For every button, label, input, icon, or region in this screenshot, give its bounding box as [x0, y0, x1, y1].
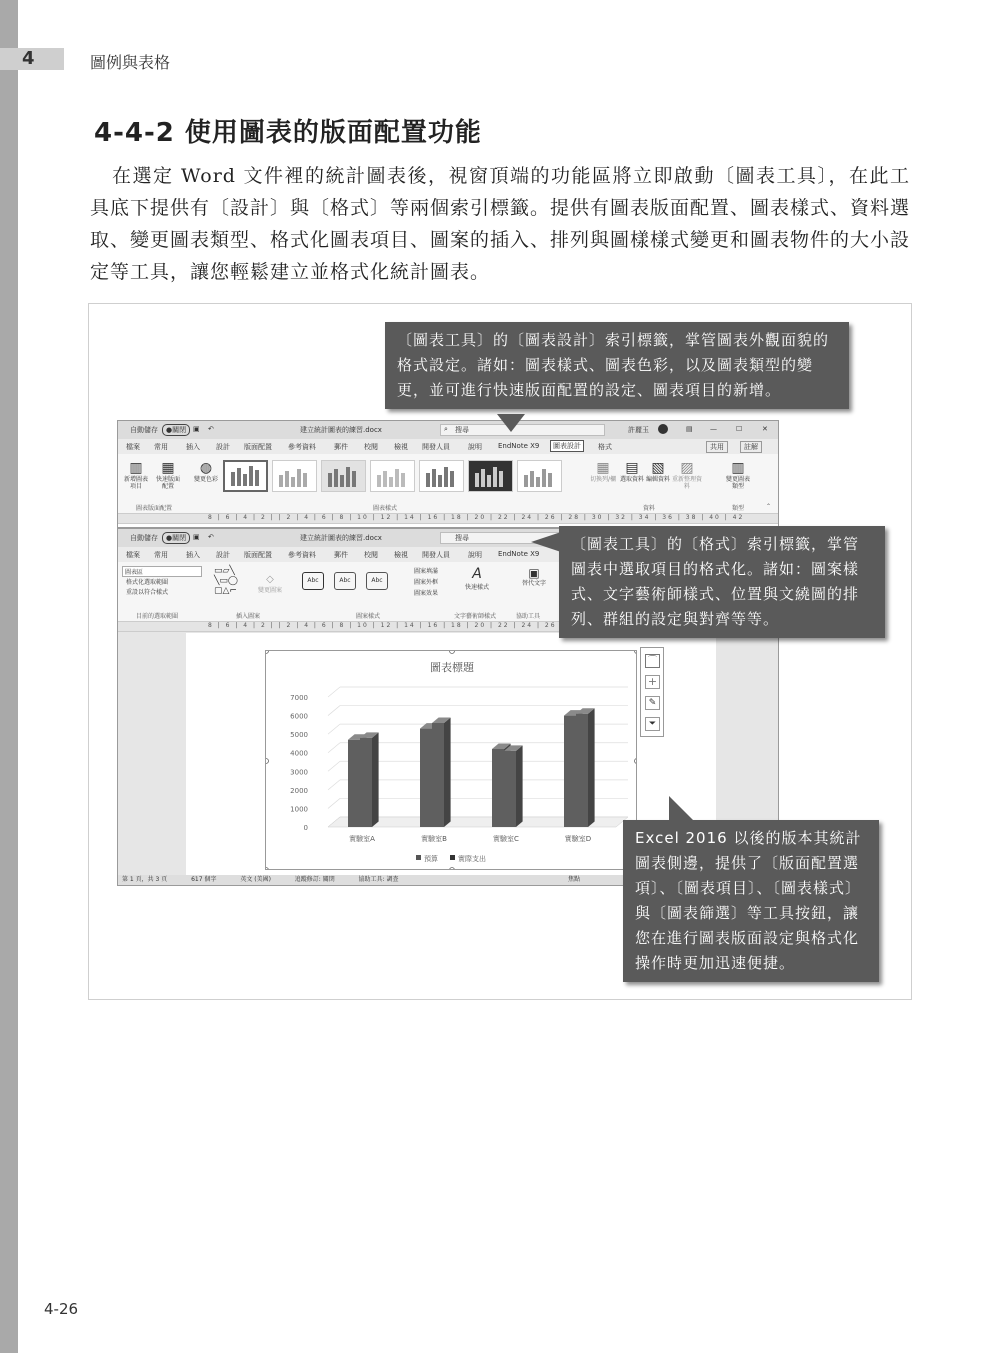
body-paragraph: 在選定 Word 文件裡的統計圖表後，視窗頂端的功能區將立即啟動〔圖表工具〕，在此工具底下提供有〔設計〕與〔格式〕等兩個索引標籤。提供有圖表版面配置、圖表樣式、資料選取、變更圖表類型、格式化圖表項目、圖案的插入、排列與圖樣樣式變更和圖表物件的大小設定等工具，讓您輕鬆建立並格式化統計圖表。	[90, 165, 911, 283]
gridline-depth	[328, 798, 340, 808]
save-icon[interactable]: ▣	[193, 533, 200, 541]
y-tick-label: 4000	[290, 749, 308, 758]
tab-endnote[interactable]: EndNote X9	[498, 550, 540, 558]
tab-layout[interactable]: 版面配置	[244, 443, 272, 451]
bar-side	[516, 745, 523, 827]
filename: 建立統計圖表的練習.docx	[300, 426, 382, 434]
tab-home[interactable]: 常用	[154, 443, 168, 451]
alt-text-label: 替代文字	[522, 580, 547, 587]
palette-icon: ◍	[199, 460, 213, 476]
maximize-icon[interactable]: ☐	[736, 425, 743, 433]
autosave-label: 自動儲存	[130, 426, 158, 434]
switch-label: 切換列/欄	[589, 476, 617, 483]
ribbon-chart-design	[118, 454, 778, 514]
switch-icon: ▦	[596, 460, 610, 476]
shapes-gallery[interactable]: ▭▱╲ ╲▭◯ ▢△⌐	[214, 566, 238, 596]
group-label-current: 目前的選取範圍	[136, 613, 179, 620]
resize-handle	[265, 759, 269, 764]
page-number: 4-26	[44, 1300, 79, 1318]
x-tick-label: 實驗室B	[421, 835, 447, 843]
section-title: 4-4-2 使用圖表的版面配置功能	[94, 118, 482, 148]
status-words[interactable]: 617 個字	[191, 876, 217, 883]
tab-design[interactable]: 設計	[216, 443, 230, 451]
quick-layout-button[interactable]	[154, 460, 182, 490]
switch-row-column-button[interactable]	[588, 460, 618, 483]
resize-handle	[450, 650, 455, 654]
callout-side-buttons	[623, 820, 879, 982]
search-placeholder: 搜尋	[455, 534, 469, 542]
callout-chart-design	[385, 322, 849, 409]
chapter-number: 4	[22, 48, 35, 69]
undo-icon[interactable]: ↶	[208, 533, 214, 541]
callout-side-text: Excel 2016 以後的版本其統計圖表側邊，提供了〔版面配置選項〕、〔圖表項目〕、〔圖表樣式〕與〔圖表篩選〕等工具按鈕，讓您在進行圖表版面設定與格式化操作時更加迅速便捷。	[635, 829, 862, 972]
shape-style-b[interactable]: Abc	[334, 572, 356, 590]
shape-style-a[interactable]: Abc	[302, 572, 324, 590]
shape-style-c[interactable]: Abc	[366, 572, 388, 590]
figure-frame	[88, 303, 912, 1000]
chart-style-5[interactable]	[419, 460, 464, 492]
body-text	[90, 160, 910, 288]
y-tick-label: 2000	[290, 786, 308, 795]
edit-data-button[interactable]	[646, 460, 670, 483]
quick-layout-label: 快速版面配置	[155, 476, 180, 490]
edit-data-label: 編輯資料	[646, 476, 671, 483]
tab-view[interactable]: 檢視	[394, 551, 408, 559]
title-bar	[118, 421, 778, 439]
tab-developer[interactable]: 開發人員	[422, 443, 450, 451]
chart-elements-icon[interactable]: +	[645, 675, 660, 689]
chart-style-7[interactable]	[517, 460, 562, 492]
autosave-toggle[interactable]: ●關閉	[162, 532, 190, 544]
legend-swatch	[416, 855, 421, 860]
chart-style-4[interactable]	[370, 460, 415, 492]
bar-front	[420, 729, 432, 827]
legend-label: 預算	[424, 855, 438, 863]
change-colors-label: 變更色彩	[194, 476, 219, 483]
bar-front	[576, 714, 588, 827]
gridline-depth	[328, 706, 340, 716]
refresh-label: 重新整理資料	[672, 476, 703, 490]
tab-help[interactable]: 說明	[468, 443, 482, 451]
y-tick-label: 3000	[290, 768, 308, 777]
wordart-icon: A	[472, 566, 482, 582]
resize-handle	[450, 868, 455, 871]
group-label-accessibility: 協助工具	[516, 613, 541, 620]
bar-front	[492, 749, 504, 827]
reset-style-button[interactable]: 重設以符合樣式	[126, 589, 169, 596]
tab-references[interactable]: 參考資料	[288, 551, 316, 559]
x-tick-label: 實驗室C	[493, 835, 519, 843]
bar-front	[432, 723, 444, 827]
format-selection-button[interactable]: 格式化選取範圍	[126, 579, 169, 586]
chart-styles-icon[interactable]: ✎	[645, 696, 660, 710]
y-tick-label: 6000	[290, 712, 308, 721]
group-label-insert-shapes: 插入圖案	[236, 613, 261, 620]
refresh-data-button[interactable]	[672, 460, 702, 490]
tab-mailings[interactable]: 郵件	[334, 443, 348, 451]
tab-file[interactable]: 檔案	[126, 443, 140, 451]
status-focus[interactable]: 焦點	[568, 876, 581, 883]
resize-handle	[635, 759, 638, 764]
quick-layout-icon: ▦	[161, 460, 175, 476]
share-button[interactable]: 共用	[706, 441, 728, 453]
tab-insert[interactable]: 插入	[186, 443, 200, 451]
bar-side	[372, 732, 379, 827]
close-icon[interactable]: ✕	[762, 425, 768, 433]
tab-review[interactable]: 校閱	[364, 443, 378, 451]
tab-design[interactable]: 設計	[216, 551, 230, 559]
column-chart[interactable]	[265, 650, 637, 870]
search-icon: ⌕	[444, 425, 448, 433]
bar-front	[348, 740, 360, 827]
gridline-depth	[328, 761, 340, 771]
layout-options-icon[interactable]: ⌒	[645, 654, 660, 668]
status-track-changes[interactable]: 追蹤修訂: 關閉	[294, 876, 335, 883]
tab-help[interactable]: 說明	[468, 551, 482, 559]
tab-endnote[interactable]: EndNote X9	[498, 442, 540, 450]
group-label-data: 資料	[643, 505, 656, 512]
horizontal-ruler: 8 | 6 | 4 | 2 | | 2 | 4 | 6 | 8 | 10 | 12 | 14 | 16 | 18 | 20 | 22 | 24 | 26 | 28 | 30 | 32 | 34 | 36 | 38 | 40 | 42	[118, 514, 778, 524]
tab-home[interactable]: 常用	[154, 551, 168, 559]
quick-styles-label: 快速樣式	[464, 584, 489, 591]
search-placeholder: 搜尋	[455, 426, 469, 434]
change-shape-icon: ◇	[266, 574, 274, 585]
chart-style-2[interactable]	[272, 460, 317, 492]
change-shape-label: 變更圖案	[257, 587, 282, 594]
select-data-button[interactable]	[620, 460, 644, 483]
y-tick-label: 0	[303, 824, 308, 832]
chapter-title: 圖例與表格	[90, 53, 171, 72]
tab-insert[interactable]: 插入	[186, 551, 200, 559]
chart-style-1[interactable]	[223, 460, 268, 492]
chart-filters-icon[interactable]: ⏷	[645, 717, 660, 731]
tab-review[interactable]: 校閱	[364, 551, 378, 559]
collapse-ribbon-icon[interactable]: ⌃	[766, 503, 772, 510]
shape-effects-button[interactable]: 圖案效果	[414, 590, 439, 597]
callout-design-text: 〔圖表工具〕的〔圖表設計〕索引標籤，掌管圖表外觀面貌的格式設定。諸如：圖表樣式、圖表色彩，以及圖表類型的變更，並可進行快速版面配置的設定、圖表項目的新增。	[397, 331, 830, 399]
chart-area-select[interactable]: 圖表區	[122, 566, 202, 577]
bar-front	[360, 738, 372, 827]
status-language[interactable]: 英文 (美國)	[240, 876, 271, 883]
ribbon-display-icon[interactable]: ▤	[686, 425, 693, 433]
user-name: 許麗玉	[628, 426, 649, 434]
gridline-depth	[328, 724, 340, 734]
bar-side	[588, 708, 595, 827]
legend-label: 實際支出	[458, 855, 486, 863]
chart-style-3[interactable]	[321, 460, 366, 492]
page-side-bar	[0, 0, 18, 1353]
x-tick-label: 實驗室D	[564, 835, 592, 843]
legend-swatch	[450, 855, 455, 860]
status-page[interactable]: 第 1 頁，共 3 頁	[122, 876, 168, 883]
undo-icon[interactable]: ↶	[208, 425, 214, 433]
word-window-design	[117, 420, 779, 528]
callout-tail-side	[669, 796, 695, 822]
bar-side	[444, 718, 451, 828]
horizontal-ruler: 8 | 6 | 4 | 2 | | 2 | 4 | 6 | 8 | 10 | 12 | 14 | 16 | 18 | 20 | 22 | 24 | 26	[118, 622, 778, 632]
tab-chart-design[interactable]: 圖表設計	[550, 440, 584, 452]
resize-handle	[635, 650, 638, 654]
save-icon[interactable]: ▣	[193, 425, 200, 433]
group-label-wordart: 文字藝術師樣式	[454, 613, 497, 620]
shape-fill-button[interactable]: 圖案填滿	[414, 568, 439, 575]
group-label-shape-styles: 圖案樣式	[356, 613, 381, 620]
minimize-icon[interactable]: —	[710, 425, 717, 433]
avatar[interactable]	[658, 424, 668, 434]
group-label-type: 類型	[732, 505, 745, 512]
callout-format-text: 〔圖表工具〕的〔格式〕索引標籤，掌管圖表中選取項目的格式化。諸如：圖案樣式、文字藝術師樣式、位置與文繞圖的排列、群組的設定與對齊等等。	[571, 535, 860, 628]
gridline-depth	[328, 780, 340, 790]
comments-button[interactable]: 註解	[740, 441, 762, 453]
tab-view[interactable]: 檢視	[394, 443, 408, 451]
autosave-label: 自動儲存	[130, 534, 158, 542]
tab-mailings[interactable]: 郵件	[334, 551, 348, 559]
ribbon-tabs	[118, 439, 778, 454]
bar-front	[504, 751, 516, 827]
refresh-icon: ▨	[680, 460, 694, 476]
y-tick-label: 5000	[290, 731, 308, 740]
alt-text-button[interactable]	[522, 566, 546, 587]
chart-style-6[interactable]	[468, 460, 513, 492]
add-chart-element-button[interactable]	[122, 460, 150, 490]
x-tick-label: 實驗室A	[349, 835, 375, 843]
group-label-styles: 圖表樣式	[373, 505, 398, 512]
resize-handle	[265, 868, 269, 871]
chart-side-buttons	[640, 647, 664, 737]
select-data-icon: ▤	[625, 460, 639, 476]
y-tick-label: 7000	[290, 694, 308, 702]
shape-outline-button[interactable]: 圖案外框	[414, 579, 439, 586]
change-colors-button[interactable]	[194, 460, 218, 483]
edit-data-icon: ▧	[651, 460, 665, 476]
tab-developer[interactable]: 開發人員	[422, 551, 450, 559]
autosave-toggle[interactable]: ●關閉	[162, 424, 190, 436]
change-shape-button[interactable]	[256, 574, 284, 594]
alt-text-icon: ▣	[528, 566, 540, 580]
y-tick-label: 1000	[290, 805, 308, 814]
gridline-depth	[328, 743, 340, 753]
callout-tail-design	[497, 414, 525, 432]
add-element-icon: ▥	[129, 460, 143, 476]
select-data-label: 選取資料	[620, 476, 645, 483]
tab-file[interactable]: 檔案	[126, 551, 140, 559]
bar-front	[564, 716, 576, 827]
quick-styles-button[interactable]	[462, 566, 492, 591]
callout-tail-format	[531, 532, 561, 552]
tab-references[interactable]: 參考資料	[288, 443, 316, 451]
gridline-depth	[328, 687, 340, 697]
tab-layout[interactable]: 版面配置	[244, 551, 272, 559]
change-type-label: 變更圖表類型	[725, 476, 750, 490]
chart-title: 圖表標題	[430, 661, 474, 674]
change-chart-type-button[interactable]	[724, 460, 752, 490]
filename: 建立統計圖表的練習.docx	[300, 534, 382, 542]
status-accessibility[interactable]: 協助工具: 調查	[358, 876, 399, 883]
resize-handle	[265, 650, 269, 654]
chart-type-icon: ▥	[731, 460, 745, 476]
add-element-label: 新增圖表項目	[123, 476, 148, 490]
tab-format[interactable]: 格式	[598, 443, 612, 451]
callout-format	[559, 526, 885, 638]
group-label-layout: 圖表版面配置	[136, 505, 173, 512]
